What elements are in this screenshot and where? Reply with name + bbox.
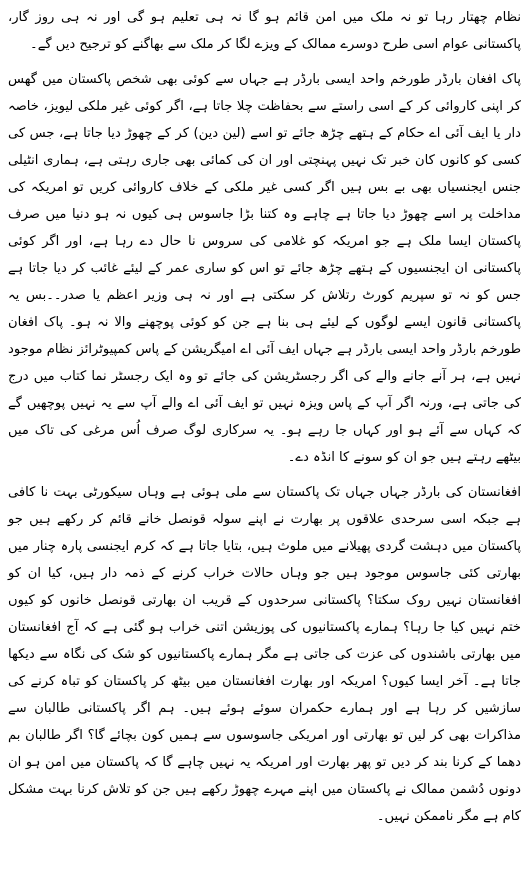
- article-paragraph-afghan-border: افغانستان کی بارڈر جہاں جہاں تک پاکستان سے ملی ہوئی ہے وہاں سیکورٹی بہت نا کافی ہے جبکہ اسی سرحدی علاقوں پر بھارت نے اپنے سولہ قونصل خانے قائم کر رکھے ہیں جو پاکستان میں دہشت گردی پھیلانے میں ملوث ہیں، بتایا جاتا ہے کہ کرم ایجنسی پارہ چنار میں بھارتی کئی جاسوس موجود ہیں جو وہاں حالات خراب کرنے کے ذمہ دار ہیں، کیا ان کو افغانستان نہیں روک سکتا؟ پاکستانی سرحدوں کے قریب ان بھارتی قونصل خانوں کو کیوں ختم نہیں کیا جا رہا؟ ہمارے پاکستانیوں کی پوزیشن اتنی خراب ہو گئی ہے کہ آج افغانستان میں بھارتی باشندوں کی عزت کی جاتی ہے مگر ہمارے پاکستانیوں کو شک کی نگاہ سے دیکھا جاتا ہے۔ آخر ایسا کیوں؟ امریکہ اور بھارت افغانستان میں بیٹھ کر پاکستان کو تباہ کرنے کی سازشیں کر رہا ہے اور ہمارے حکمران سوئے ہوئے ہیں۔ ہم اگر پاکستانی طالبان سے مذاکرات بھی کر لیں تو بھارتی اور امریکی جاسوسوں سے ہمیں کون بچائے گا؟ اگر طالبان بم دھما کے کرنا بند کر دیں تو پھر بھارت اور امریکہ یہ نہیں چاہے گا کہ پاکستان میں امن ہو ان دونوں دُشمن ممالک نے پاکستان میں اپنے مہرے چھوڑ رکھے ہیں جن کو تلاش کرنا بہت مشکل کام ہے مگر ناممکن نہیں۔: [8, 485, 521, 824]
- article-paragraph-intro: نظام چھتار رہا تو نہ ملک میں امن قائم ہو گا نہ ہی تعلیم ہو گی اور نہ ہی روز گار، پاکستانی عوام اسی طرح دوسرے ممالک کے ویزے لگا کر ملک سے بھاگنے کو ترجیح دیں گے۔: [8, 10, 521, 52]
- article-paragraph-torkham-border: پاک افغان بارڈر طورخم واحد ایسی بارڈر ہے جہاں سے کوئی بھی شخص پاکستان میں گھس کر اپنی کاروائی کر کے اسی راستے سے بحفاظت چلا جاتا ہے، اگر کوئی غیر ملکی لیویز، خاصہ دار یا ایف آئی اے حکام کے ہتھے چڑھ جائے تو اسے (لین دین) کر کے چھوڑ دیا جاتا ہے، جس کی کسی کو کانوں کان خبر تک نہیں پہنچتی اور ان کی کمائی بھی جاری رہتی ہے، ہماری انٹیلی جنس ایجنسیاں بھی بے بس ہیں اگر کسی غیر ملکی کے خلاف کاروائی کریں تو امریکہ کی مداخلت پر اسے چھوڑ دیا جاتا ہے چاہے وہ کتنا بڑا جاسوس ہی کیوں نہ ہو دنیا میں صرف پاکستان ایسا ملک ہے جو امریکہ کو غلامی کی سروس نا حال دے رہا ہے، اور اگر کوئی پاکستانی ان ایجنسیوں کے ہتھے چڑھ جائے تو اس کو ساری عمر کے لیئے غائب کر دیا جاتا ہے جس کو نہ تو سپریم کورٹ رتلاش کر سکتی ہے اور نہ ہی وزیر اعظم یا صدر۔۔بس یہ پاکستانی قانون ایسے لوگوں کے لیئے ہی بنا ہے جن کو کوئی پوچھنے والا نہ ہو۔ پاک افغان طورخم بارڈر واحد ایسی بارڈر ہے جہاں ایف آئی اے امیگریشن کے پاس کمپیوٹرائز نظام موجود نہیں ہے، ہر آنے جانے والے کی اگر رجسٹریشن کی جائے تو وہ ایک رجسٹر نما کتاب میں درج کی جاتی ہے، ورنہ اگر آپ کے پاس ویزہ نہیں تو ایف آئی اے والے آپ سے یہ نہیں پوچھیں گے کہ کہاں سے آئے ہو اور کہاں جا رہے ہو۔ یہ سرکاری لوگ صرف اُس مرغی کی تاک میں بیٹھے رہتے ہیں جو ان کو سونے کا انڈہ دے۔: [8, 72, 521, 465]
